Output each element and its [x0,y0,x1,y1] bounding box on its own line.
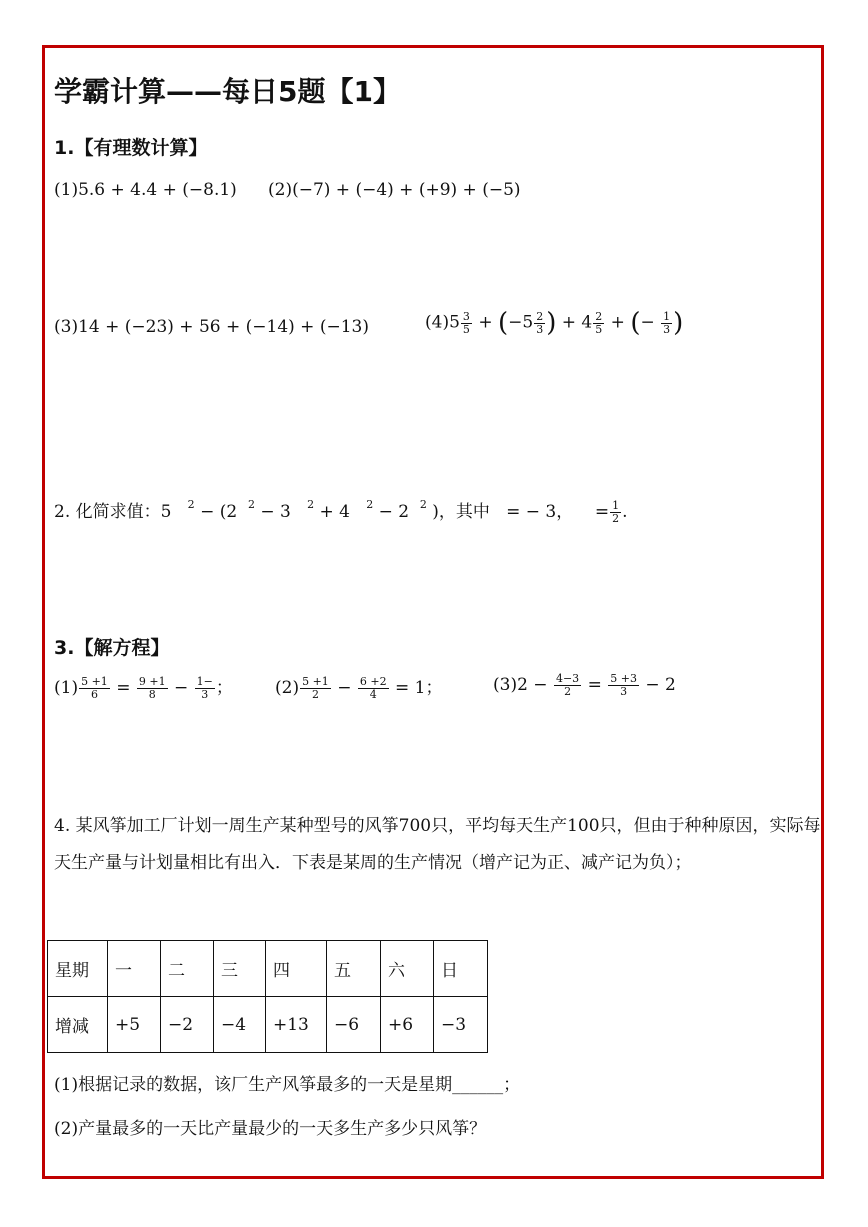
numerator: 5 +1 [81,675,108,688]
fraction [195,676,215,701]
table-cell: −2 [161,997,214,1053]
denominator: 2 [612,512,620,525]
section1-heading: 1.【有理数计算】 [54,137,208,159]
table-cell: +5 [108,997,161,1053]
equation-rhs: − 2 [645,675,676,695]
term: − 2 [378,502,410,522]
table-cell: +6 [381,997,434,1053]
mixed-whole: 5 [449,312,460,333]
numerator: 9 +1 [138,675,166,688]
fraction [79,676,110,701]
table-cell: 星期 [48,941,108,997]
denominator: 5 [595,322,603,336]
denominator: 3 [536,322,544,336]
denominator: 6 [90,688,98,701]
problem-1-2: (2)(−7) + (−4) + (+9) + (−5) [268,180,521,200]
exponent: 2 [187,498,195,511]
table-cell: −3 [434,997,488,1053]
problem-label: (1) [54,678,79,698]
numerator: 2 [595,309,603,323]
problem-2-prefix: 2. 化简求值：5 [54,502,172,522]
fraction [137,676,168,701]
numerator: 3 [462,309,470,323]
problem-1-1: (1)5.6 + 4.4 + (−8.1) [54,180,237,200]
fraction [554,673,581,698]
condition-1: = − 3， [506,502,574,522]
table-cell: 四 [266,941,327,997]
table-cell: 五 [327,941,381,997]
numerator: 5 +1 [302,675,329,688]
denominator: 3 [663,322,671,336]
numerator: 5 +3 [610,672,637,685]
question-1: (1)根据记录的数据，该厂生产风筝最多的一天是星期______； [54,1075,521,1095]
fraction [608,673,639,698]
page-title: 学霸计算——每日5题【1】 [54,75,401,108]
term: + 4 [319,502,350,522]
fraction [610,500,621,525]
separator: ； [215,678,233,698]
exponent: 2 [419,498,427,511]
fraction [661,311,672,336]
equation-3: (3)2 − $\frac{4-3}{2}$ = $\frac{5 +3}{3}$ − 2 [493,672,676,698]
numerator: 6 +2 [359,675,387,688]
fraction [534,311,545,336]
denominator: 5 [462,322,470,336]
problem-4-text: 4. 某风筝加工厂计划一周生产某种型号的风筝700只，平均每天生产100只，但由于种种原因，实际每天生产量与计划量相比有出入．下表是某周的生产情况（增产记为正、减产记为负）； [54,816,821,873]
problem-1-4: (4)5 $\frac{3}{5}$ + (−5 $\frac{2}{3}$ ) + 4 $\frac{2}{5}$ + (− $\frac{1}{3}$ ) [425,308,684,338]
table-row [48,997,488,1053]
table-cell: 增减 [48,997,108,1053]
problem-label: (4) [425,312,450,333]
equation-2: (2) $\frac{5 +1}{2}$ − $\frac{6 +2}{4}$ = 1； [275,675,443,701]
numerator: 1− [196,675,213,688]
condition-2: = [594,502,610,522]
condition-label: )，其中 [432,502,490,522]
table-cell: −4 [214,997,266,1053]
fraction [358,676,389,701]
fraction [593,311,604,336]
section3-heading: 3.【解方程】 [54,637,170,659]
question-2: (2)产量最多的一天比产量最少的一天多生产多少只风筝？ [54,1119,487,1139]
term: − 3 [260,502,291,522]
problem-label: (3)2 − [493,675,548,695]
exponent: 2 [248,498,255,511]
equation-rhs: = 1； [395,678,443,698]
term: − (2 [200,502,238,522]
numerator: 1 [612,499,620,512]
denominator: 2 [311,688,319,701]
table-cell: 日 [434,941,488,997]
denominator: 3 [201,688,209,701]
table-cell: +13 [266,997,327,1053]
mixed-whole: −5 [508,312,534,333]
table-row [48,941,488,997]
exponent: 2 [307,498,315,511]
fraction [300,676,331,701]
production-table [47,940,488,1053]
table-cell: 六 [381,941,434,997]
exponent: 2 [366,498,374,511]
denominator: 3 [620,685,628,698]
equation-1: (1) $\frac{5 +1}{6}$ = $\frac{9 +1}{8}$ − $\frac{1-}{3}$ ； [54,675,233,701]
period: . [622,502,628,522]
table-cell: −6 [327,997,381,1053]
fraction [461,311,472,336]
problem-1-3: (3)14 + (−23) + 56 + (−14) + (−13) [54,317,369,337]
denominator: 2 [564,685,572,698]
denominator: 4 [369,688,377,701]
numerator: 2 [536,309,544,323]
table-cell: 一 [108,941,161,997]
table-cell: 三 [214,941,266,997]
problem-2 [54,497,628,525]
mixed-whole: 4 [581,312,593,333]
problem-label: (2) [275,678,300,698]
table-cell: 二 [161,941,214,997]
numerator: 4−3 [555,672,580,685]
denominator: 8 [148,688,156,701]
numerator: 1 [663,309,671,323]
